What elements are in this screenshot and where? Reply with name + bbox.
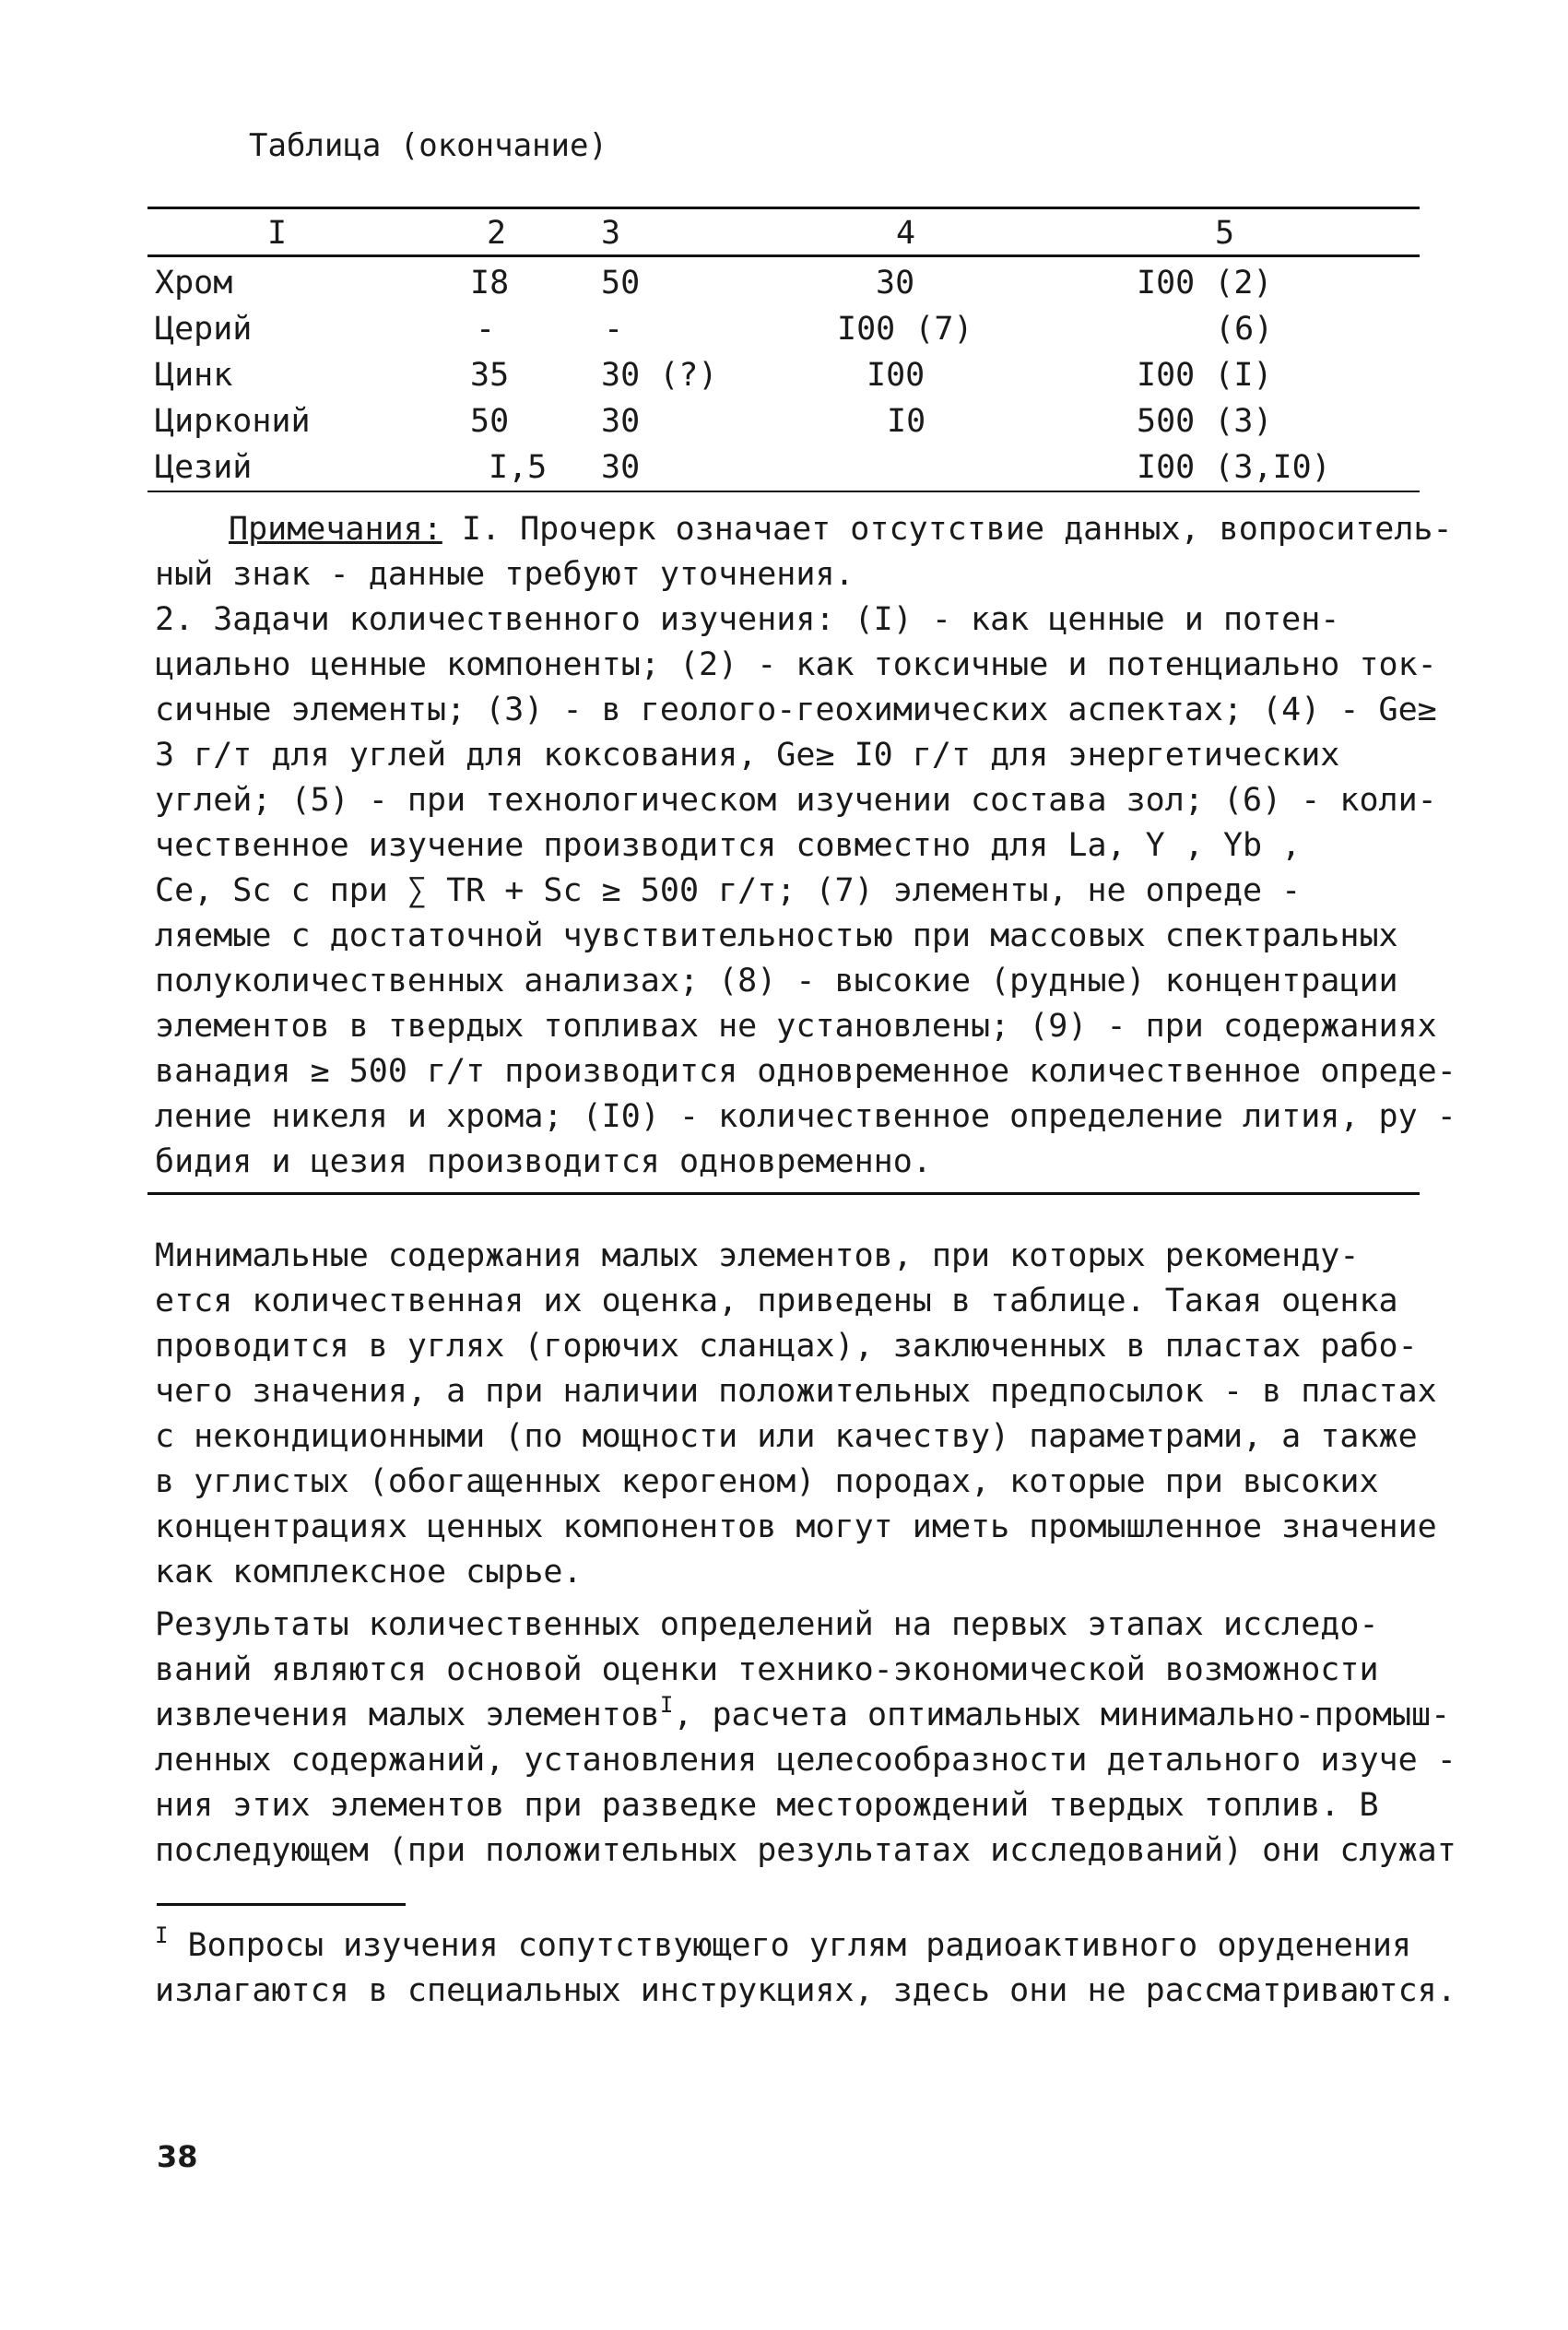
row-col-5: (6) — [1215, 311, 1274, 348]
text-line: как комплексное сырье. — [155, 1554, 583, 1591]
row-col-3: 30 — [601, 403, 641, 440]
header-col-1: I — [267, 215, 288, 252]
notes-line: ляемые с достаточной чувствительностью при массовых спектральных — [155, 917, 1398, 954]
text-line: ленных содержаний, установления целесообразности детального изуче - — [155, 1742, 1456, 1779]
header-col-3: 3 — [601, 215, 621, 252]
notes-line: циально ценные компоненты; (2) - как токсичные и потенциально ток- — [155, 646, 1437, 683]
row-col-2: 50 — [470, 403, 510, 440]
text-line: концентрациях ценных компонентов могут иметь промышленное значение — [155, 1508, 1437, 1545]
body-paragraph-2 — [155, 1603, 1456, 1874]
footnote-line-1: $^I$ Вопросы изучения сопутствующего углям радиоактивного оруденения — [155, 1922, 1412, 1964]
row-element: Хром — [155, 265, 233, 302]
row-col-5: I00 (2) — [1137, 265, 1273, 302]
notes-line: ление никеля и хрома; (I0) - количественное определение лития, ру - — [155, 1098, 1456, 1135]
notes-line: ный знак - данные требуют уточнения. — [155, 556, 855, 593]
text-line: ется количественная их оценка, приведены в таблице. Такая оценка — [155, 1283, 1398, 1319]
row-col-4: 30 — [876, 265, 915, 302]
row-col-5: I00 (3,I0) — [1137, 449, 1331, 486]
footnote-line-2: излагаются в специальных инструкциях, здесь они не рассматриваются. — [155, 1972, 1456, 2009]
table-notes — [155, 507, 1456, 1185]
notes-line: полуколичественных анализах; (8) - высокие (рудные) концентрации — [155, 963, 1398, 999]
notes-line: бидия и цезия производится одновременно. — [155, 1143, 932, 1180]
notes-line: элементов в твердых топливах не установлены; (9) - при содержаниях — [155, 1008, 1437, 1045]
text-line: последующем (при положительных результатах исследований) они служат — [155, 1832, 1456, 1869]
row-element: Цирконий — [155, 403, 311, 440]
notes-line: ванадия ≥ 500 г/т производится одновременное количественное опреде- — [155, 1053, 1456, 1090]
table-caption: Таблица (окончание) — [249, 127, 607, 164]
header-col-2: 2 — [487, 215, 507, 252]
notes-line: 3 г/т для углей для коксования, Ge≥ I0 г/т для энергетических — [155, 737, 1340, 774]
text-line: извлечения малых элементов$^I$, расчета оптимальных минимально-промыш- — [155, 1692, 1451, 1733]
row-col-5: 500 (3) — [1137, 403, 1273, 440]
notes-line: сичные элементы; (3) - в геолого-геохимических аспектах; (4) - Ge≥ — [155, 692, 1437, 728]
table-bottom-rule — [147, 491, 1420, 492]
notes-bottom-rule — [147, 1192, 1420, 1195]
notes-line: Ce, Sc с при ∑ TR + Sc ≥ 500 г/т; (7) элементы, не опреде - — [155, 872, 1302, 909]
notes-line-1: Примечания: I. Прочерк означает отсутствие данных, вопроситель- — [229, 511, 1453, 548]
text-line: Результаты количественных определений на первых этапах исследо- — [155, 1606, 1379, 1643]
footnote-marker: I — [155, 1922, 169, 1948]
text-line: ваний являются основой оценки технико-экономической возможности — [155, 1651, 1379, 1688]
body-paragraph-1 — [155, 1234, 1437, 1595]
footnote — [155, 1923, 1456, 2014]
notes-line: углей; (5) - при технологическом изучении состава зол; (6) - коли- — [155, 782, 1437, 819]
text-line: чего значения, а при наличии положительных предпосылок - в пластах — [155, 1373, 1437, 1410]
row-col-3: 50 — [601, 265, 641, 302]
footnote-reference: I — [659, 1692, 674, 1718]
row-col-2: I,5 — [489, 449, 548, 486]
footnote-separator — [157, 1903, 406, 1906]
page-number: 38 — [157, 2139, 198, 2174]
row-element: Цезий — [155, 449, 253, 486]
row-element: Цинк — [155, 357, 233, 394]
text-line: с некондиционными (по мощности или качеству) параметрами, а также — [155, 1418, 1418, 1455]
header-col-4: 4 — [896, 215, 916, 252]
row-col-5: I00 (I) — [1137, 357, 1273, 394]
notes-label: Примечания: — [229, 511, 442, 548]
text-line: ния этих элементов при разведке месторождений твердых топлив. В — [155, 1787, 1379, 1824]
row-element: Церий — [155, 311, 253, 348]
notes-line: чественное изучение производится совместно для La, Y , Yb , — [155, 827, 1302, 864]
table-top-rule — [147, 207, 1420, 209]
row-col-3: 30 (?) — [601, 357, 718, 394]
header-col-5: 5 — [1215, 215, 1235, 252]
row-col-3: - — [604, 311, 624, 348]
row-col-3: 30 — [601, 449, 641, 486]
text-line: Минимальные содержания малых элементов, при которых рекоменду- — [155, 1237, 1360, 1274]
row-col-4: I00 (7) — [837, 311, 973, 348]
table-header-rule — [147, 254, 1420, 257]
row-col-2: 35 — [470, 357, 510, 394]
row-col-4: I0 — [887, 403, 926, 440]
text-line: проводится в углях (горючих сланцах), заключенных в пластах рабо- — [155, 1328, 1418, 1365]
row-col-2: - — [476, 311, 496, 348]
row-col-4: I00 — [867, 357, 925, 394]
row-col-2: I8 — [470, 265, 510, 302]
notes-line: 2. Задачи количественного изучения: (I) - как ценные и потен- — [155, 601, 1340, 638]
text-line: в углистых (обогащенных керогеном) породах, которые при высоких — [155, 1463, 1379, 1500]
